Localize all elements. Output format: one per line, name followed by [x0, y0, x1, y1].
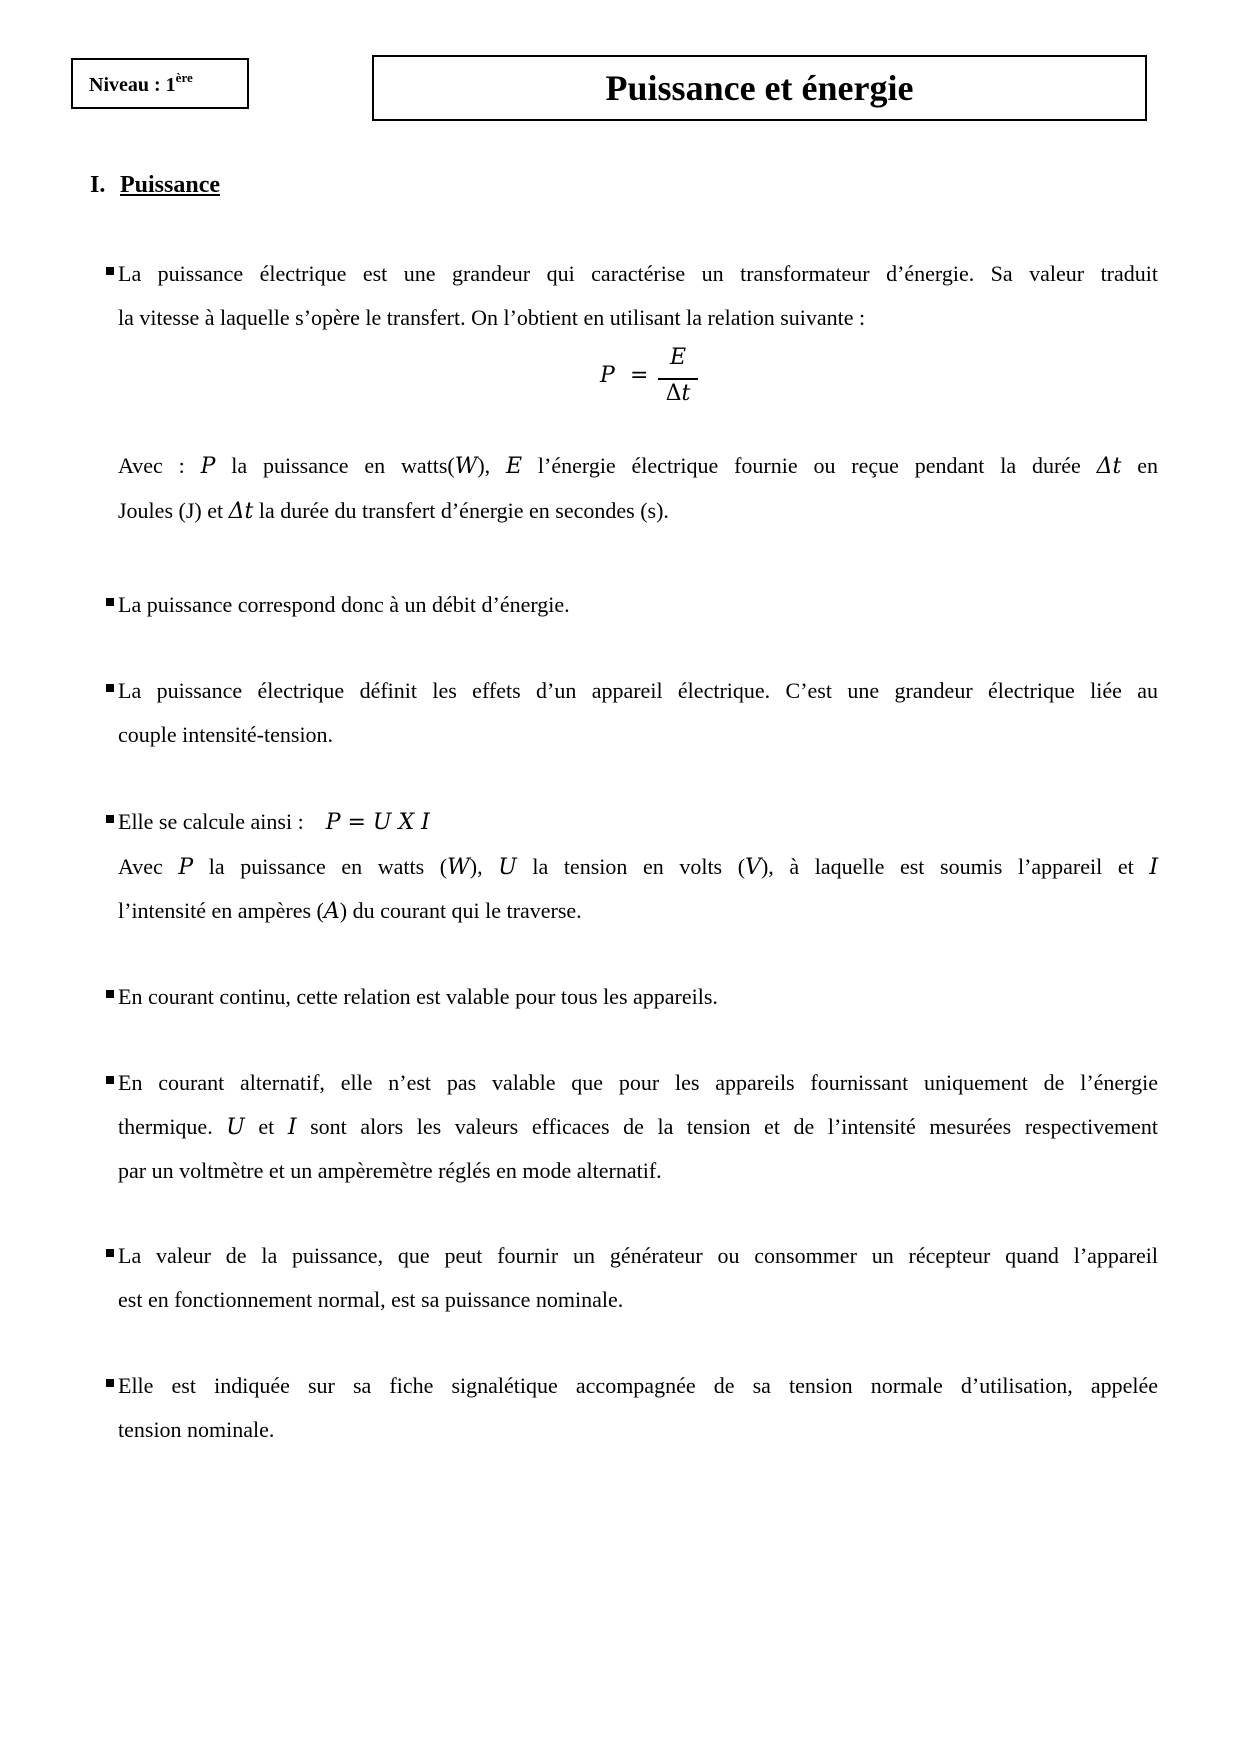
section-title: Puissance	[120, 172, 221, 198]
text-run: la durée du transfert d’énergie en secondes (s).	[253, 497, 669, 523]
delta-symbol: Δ	[665, 381, 682, 406]
math-U: U	[498, 854, 517, 880]
fraction-bar	[658, 378, 698, 380]
paragraph-calculation	[118, 800, 1158, 934]
text-line: La valeur de la puissance, que peut fournir un générateur ou consommer un récepteur quand l’appareil	[118, 1243, 1158, 1268]
section-number: I.	[90, 172, 106, 198]
math-U: U	[226, 1114, 245, 1140]
text-run: et	[244, 1113, 288, 1139]
math-I: I	[1149, 854, 1159, 880]
math-W: W	[454, 454, 478, 479]
text-line: La puissance électrique définit les effets d’un appareil électrique. C’est une grandeur électrique liée au	[118, 678, 1158, 703]
formula-power-ui: P = U X I	[325, 810, 430, 835]
paragraph-alternating-current	[118, 1061, 1158, 1193]
text-run: la tension en volts (	[516, 853, 746, 879]
text-line	[118, 1105, 1158, 1150]
text-line: La puissance électrique est une grandeur qui caractérise un transformateur d’énergie. Sa valeur traduit	[118, 261, 1158, 286]
text-run: sont alors les valeurs efficaces de la tension et de l’intensité mesurées respectivement	[296, 1113, 1158, 1139]
math-P: P	[178, 854, 194, 880]
math-I: I	[287, 1114, 297, 1140]
formula-lhs: P	[600, 363, 615, 388]
level-superscript: ère	[175, 70, 193, 85]
math-V: V	[745, 854, 761, 880]
text-line	[118, 889, 1158, 934]
bullet-square-icon	[106, 1379, 114, 1387]
bullet-square-icon	[106, 267, 114, 275]
math-P: P	[200, 454, 216, 479]
text-run: ) du courant qui le traverse.	[339, 898, 582, 923]
bullet-square-icon	[106, 1076, 114, 1084]
level-box	[71, 58, 249, 109]
paragraph-variables-energy	[118, 444, 1158, 533]
text-line	[118, 845, 1158, 890]
text-line: En courant continu, cette relation est valable pour tous les appareils.	[118, 984, 718, 1009]
bullet-square-icon	[106, 1249, 114, 1257]
section-heading	[90, 172, 220, 199]
paragraph-energy-flow	[118, 583, 1158, 627]
paragraph-direct-current	[118, 975, 1158, 1019]
text-run: Avec :	[118, 453, 201, 478]
text-line: En courant alternatif, elle n’est pas valable que pour les appareils fournissant uniquement de l’énergie	[118, 1070, 1158, 1095]
text-line: La puissance correspond donc à un débit d’énergie.	[118, 592, 570, 617]
paragraph-effects	[118, 669, 1158, 756]
text-run: Elle se calcule ainsi :	[118, 809, 326, 834]
text-line: la vitesse à laquelle s’opère le transfert. On l’obtient en utilisant la relation suivante :	[118, 304, 866, 330]
math-delta-t: Δt	[228, 498, 254, 524]
level-label: Niveau : 1	[89, 74, 176, 96]
text-line: par un voltmètre et un ampèremètre réglés en mode alternatif.	[118, 1158, 662, 1183]
text-line	[118, 800, 1158, 845]
paragraph-power-definition	[118, 252, 1158, 339]
text-run: Joules (J) et	[118, 497, 229, 523]
math-W: W	[447, 854, 470, 880]
text-run: la puissance en watts(	[215, 453, 455, 478]
text-line	[118, 444, 1158, 489]
formula-denominator	[658, 381, 698, 406]
text-run: la puissance en watts (	[193, 853, 448, 879]
text-line	[118, 489, 1158, 534]
text-run: l’intensité en ampères (	[118, 898, 324, 923]
math-A: A	[323, 899, 340, 924]
text-line: tension nominale.	[118, 1416, 275, 1442]
text-line: est en fonctionnement normal, est sa puissance nominale.	[118, 1286, 624, 1312]
text-run: ), à laquelle est soumis l’appareil et	[760, 853, 1150, 879]
math-E: E	[506, 454, 523, 479]
time-variable: t	[681, 381, 691, 406]
bullet-square-icon	[106, 684, 114, 692]
text-line: Elle est indiquée sur sa fiche signalétique accompagnée de sa tension normale d’utilisation, appelée	[118, 1373, 1158, 1398]
paragraph-nominal-voltage	[118, 1364, 1158, 1451]
text-line: couple intensité-tension.	[118, 721, 334, 747]
page-title: Puissance et énergie	[372, 55, 1147, 121]
text-run: l’énergie électrique fournie ou reçue pendant la durée	[522, 453, 1097, 478]
bullet-square-icon	[106, 990, 114, 998]
math-delta-t: Δt	[1096, 454, 1122, 479]
paragraph-nominal-power	[118, 1234, 1158, 1321]
formula-numerator: E	[669, 345, 687, 370]
formula-equals: =	[630, 363, 649, 388]
text-run: en	[1121, 453, 1159, 478]
bullet-square-icon	[106, 815, 114, 823]
bullet-square-icon	[106, 598, 114, 606]
text-run: thermique.	[118, 1113, 227, 1139]
text-run: Avec	[118, 853, 179, 879]
text-run: ),	[469, 853, 499, 879]
text-run: ),	[477, 453, 507, 478]
